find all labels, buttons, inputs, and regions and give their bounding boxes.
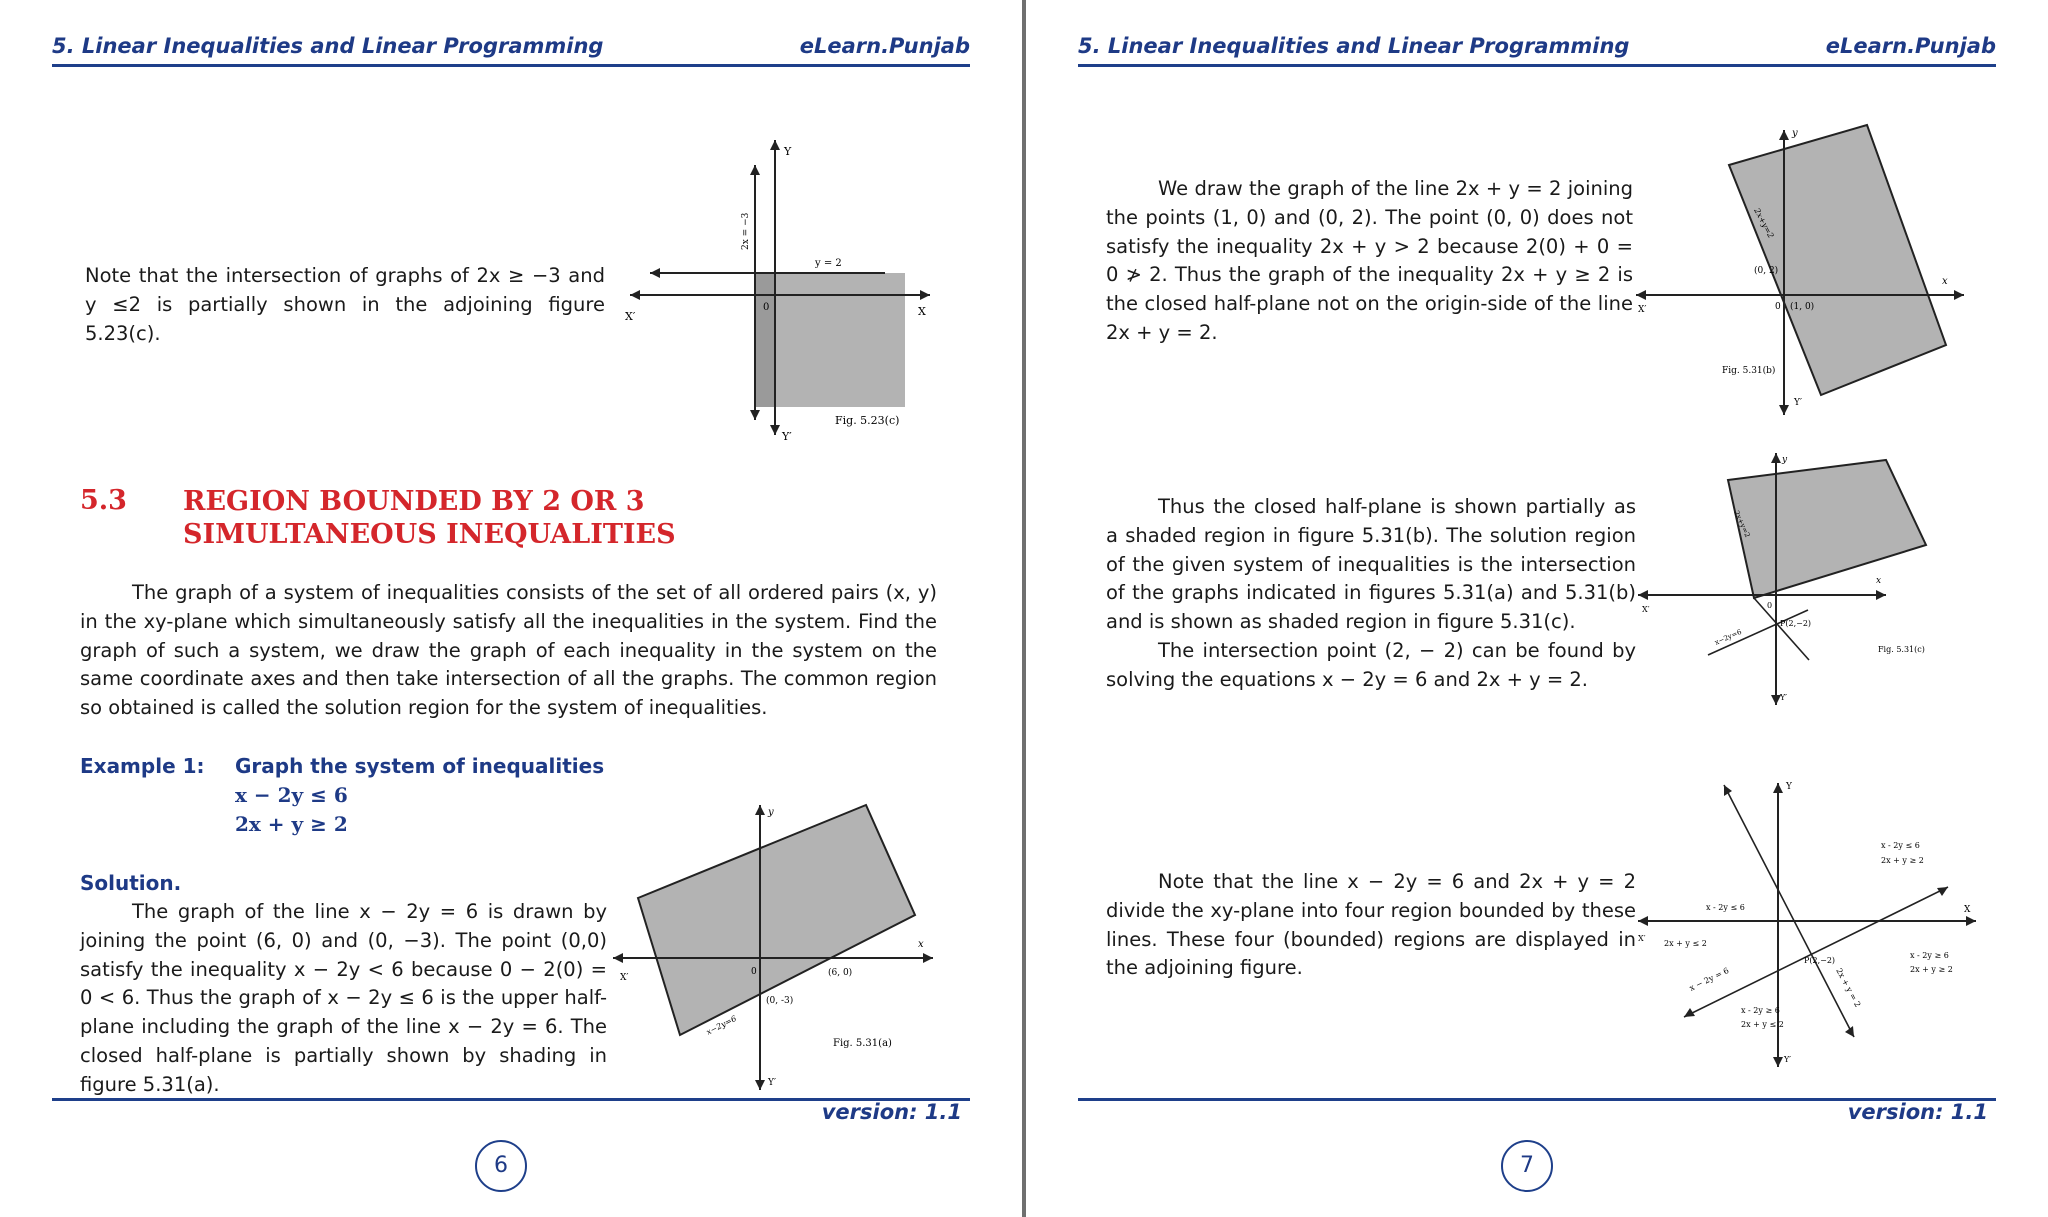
left-page [0, 0, 1022, 1217]
region-2-line-b: 2x + y ≤ 2 [1664, 939, 1707, 948]
x-axis-label: x [1942, 276, 1948, 287]
section-title-line1: REGION BOUNDED BY 2 OR 3 [183, 486, 645, 517]
section-title [183, 485, 703, 551]
shaded-region [1729, 125, 1946, 395]
x-prime-label: X′ [625, 310, 636, 323]
version-label: version: 1.1 [1847, 1100, 1988, 1124]
figure-caption: Fig. 5.23(c) [835, 414, 900, 427]
point-1-0: (1, 0) [1790, 302, 1815, 312]
x-prime-label: X′ [1638, 934, 1646, 943]
example-label: Example 1: [80, 754, 205, 778]
line-label-1: 2x+y=2 [1732, 509, 1752, 539]
chapter-title: 5. Linear Inequalities and Linear Programming [52, 34, 604, 58]
figure-5-23c [620, 135, 940, 450]
point-p: P(2,−2) [1780, 619, 1812, 628]
point-6-0: (6, 0) [828, 968, 853, 978]
line-label-2: x−2y=6 [1713, 627, 1743, 647]
line-label-2: 2x + y = 2 [1834, 966, 1863, 1009]
y-axis-label: y [768, 807, 774, 818]
section-title-line2: SIMULTANEOUS INEQUALITIES [183, 519, 676, 550]
point-0-neg3: (0, -3) [766, 996, 794, 1006]
line-label-2x: 2x = −3 [741, 212, 751, 250]
intro-paragraph: The graph of a system of inequalities consists of the set of all ordered pairs (x, y) in the xy-plane which simultaneously satisfy all the inequalities in the system. Find the graph of such a system, we draw the graph of each inequality in the system on the same coordinate axes and then take intersection of all the graphs. The common region so obtained is called the solution region for the system of inequalities. [80, 581, 937, 720]
chapter-title: 5. Linear Inequalities and Linear Programming [1078, 34, 1630, 58]
brand-name: eLearn.Punjab [799, 34, 970, 58]
paragraph-2b: The intersection point (2, − 2) can be found by solving the equations x − 2y = 6 and 2x + y = 2. [1106, 638, 1636, 691]
note-paragraph: Note that the intersection of graphs of 2x ≥ −3 and y ≤2 is partially shown in the adjoining figure 5.23(c). [85, 264, 605, 345]
solution-paragraph: The graph of the line x − 2y = 6 is drawn by joining the point (6, 0) and (0, −3). The point (0,0) satisfy the inequality x − 2y < 6 because 0 − 2(0) = 0 < 6. Thus the graph of x − 2y ≤ 6 is the upper half-plane including the graph of the line x − 2y = 6. The closed half-plane is partially shown by shading in figure 5.31(a). [80, 900, 607, 1096]
paragraph-1: We draw the graph of the line 2x + y = 2 joining the points (1, 0) and (0, 2). The point (0, 0) does not satisfy the inequality 2x + y > 2 because 2(0) + 0 = 0 ≯ 2. Thus the graph of the inequality 2x + y ≥ 2 is the closed half-plane not on the origin-side of the line 2x + y = 2. [1106, 177, 1633, 344]
paragraph-2 [1106, 493, 1636, 695]
paragraph-2a: Thus the closed half-plane is shown partially as a shaded region in figure 5.31(b). The solution region of the given system of inequalities is the intersection of the graphs indicated in figures 5.31(a) and 5.31(b) and is shown as shaded region in figure 5.31(c). [1106, 495, 1636, 634]
figure-5-31a [608, 800, 938, 1095]
figure-5-31c [1636, 450, 1936, 710]
x-prime-label: X′ [1638, 305, 1647, 315]
figure-caption: Fig. 5.31(c) [1878, 645, 1925, 654]
y-prime-label: Y′ [782, 430, 792, 443]
page-header [52, 34, 970, 67]
origin-label: 0 [751, 967, 757, 977]
origin-label: 0 [763, 302, 770, 313]
section-number: 5.3 [80, 485, 127, 516]
shaded-region [1728, 460, 1926, 598]
y-axis-label: y [1782, 455, 1788, 465]
example-title: Graph the system of inequalities [235, 754, 605, 778]
version-label: version: 1.1 [821, 1100, 962, 1124]
shaded-region [755, 273, 905, 407]
paragraph-3: Note that the line x − 2y = 6 and 2x + y = 2 divide the xy-plane into four region bounded by these lines. These four (bounded) regions are displayed in the adjoining figure. [1106, 870, 1636, 980]
figure-caption: Fig. 5.31(a) [833, 1038, 892, 1049]
region-3-line-b: 2x + y ≥ 2 [1910, 965, 1953, 974]
solution-label: Solution. [80, 871, 182, 895]
y-axis-label: Y [784, 145, 792, 158]
inequality-1: x − 2y ≤ 6 [235, 783, 348, 807]
x-axis-label: X [918, 305, 926, 318]
right-page [1026, 0, 2048, 1217]
line-label-y2: y = 2 [815, 258, 842, 269]
page-header [1078, 34, 1996, 67]
region-1-line-b: 2x + y ≥ 2 [1881, 856, 1924, 865]
figure-regions [1636, 775, 1976, 1075]
x-axis-label: x [1876, 576, 1882, 586]
region-3-line-a: x - 2y ≥ 6 [1910, 951, 1949, 960]
line-label: 2x+y=2 [1752, 206, 1776, 240]
x-axis-label: X [1964, 905, 1971, 915]
page-number: 7 [1501, 1140, 1553, 1192]
brand-name: eLearn.Punjab [1825, 34, 1996, 58]
y-axis-label: Y [1786, 782, 1792, 792]
y-prime-label: Y′ [1780, 693, 1788, 702]
y-prime-label: Y′ [1784, 1055, 1792, 1064]
region-2-line-a: x - 2y ≤ 6 [1706, 903, 1745, 912]
origin-label: 0 [1775, 302, 1781, 312]
x-prime-label: X′ [1642, 605, 1650, 614]
figure-caption: Fig. 5.31(b) [1722, 366, 1776, 376]
point-p: P(2,−2) [1804, 956, 1836, 965]
page-number: 6 [475, 1140, 527, 1192]
y-axis-label: y [1792, 128, 1798, 139]
figure-5-31b [1634, 120, 1969, 420]
region-4-line-b: 2x + y ≤ 2 [1741, 1020, 1784, 1029]
line-label-1: x − 2y = 6 [1687, 965, 1731, 993]
x-prime-label: X′ [620, 973, 629, 983]
region-4-line-a: x - 2y ≥ 6 [1741, 1006, 1780, 1015]
inequality-2: 2x + y ≥ 2 [235, 812, 348, 836]
line-label: x−2y=6 [704, 1013, 738, 1037]
origin-label: 0 [1767, 601, 1773, 610]
point-0-2: (0, 2) [1754, 266, 1779, 276]
y-prime-label: Y′ [768, 1078, 776, 1088]
y-prime-label: Y′ [1794, 398, 1802, 408]
x-axis-label: x [918, 939, 924, 950]
region-1-line-a: x - 2y ≤ 6 [1881, 841, 1920, 850]
